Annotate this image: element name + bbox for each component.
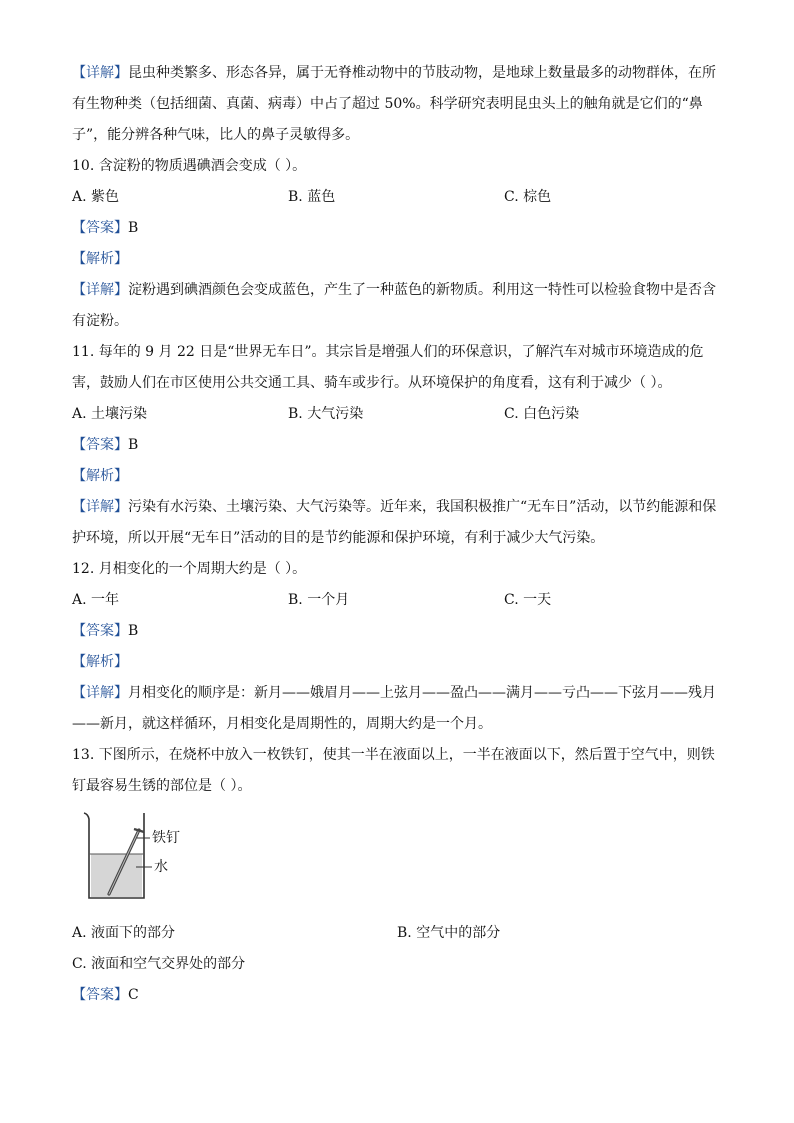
question-13-options-row-1 bbox=[72, 918, 722, 949]
question-10-analysis-tag: 【解析】 bbox=[72, 251, 128, 267]
question-12-answer bbox=[72, 616, 722, 647]
question-11-answer bbox=[72, 430, 722, 461]
question-12-stem: 12. 月相变化的一个周期大约是（ ）。 bbox=[72, 561, 307, 577]
question-12-detail bbox=[72, 678, 722, 740]
beaker-figure bbox=[82, 810, 722, 914]
option-a: A. 一年 bbox=[72, 592, 120, 608]
beaker-diagram bbox=[82, 810, 222, 910]
answer-value: B bbox=[128, 220, 139, 236]
answer-tag: 【答案】 bbox=[72, 220, 128, 236]
option-b: B. 蓝色 bbox=[288, 189, 336, 205]
answer-value: C bbox=[128, 987, 139, 1003]
detail-text: 污染有水污染、土壤污染、大气污染等。近年来，我国积极推广“无车日”活动，以节约能源和保护环境，所以开展“无车日”活动的目的是节约能源和保护环境，有利于减少大气污染。 bbox=[72, 499, 717, 546]
question-10-options bbox=[72, 182, 722, 213]
option-a: A. 土壤污染 bbox=[72, 406, 148, 422]
option-b: B. 大气污染 bbox=[288, 406, 364, 422]
nail-label: 铁钉 bbox=[152, 830, 180, 846]
detail-text: 昆虫种类繁多、形态各异，属于无脊椎动物中的节肢动物，是地球上数量最多的动物群体，在所有生物种类（包括细菌、真菌、病毒）中占了超过 50%。科学研究表明昆虫头上的触角就是它们的“鼻子”，能分辨各种气味，比人的鼻子灵敏得多。 bbox=[72, 65, 716, 143]
option-b: B. 一个月 bbox=[288, 592, 350, 608]
detail-tag: 【详解】 bbox=[72, 65, 128, 81]
question-13-stem: 13. 下图所示，在烧杯中放入一枚铁钉，使其一半在液面以上，一半在液面以下，然后置于空气中，则铁钉最容易生锈的部位是（ ）。 bbox=[72, 747, 715, 794]
nail-head bbox=[134, 829, 144, 832]
question-10-detail bbox=[72, 275, 722, 337]
option-a: A. 紫色 bbox=[72, 189, 120, 205]
answer-value: B bbox=[128, 437, 139, 453]
detail-tag: 【详解】 bbox=[72, 282, 128, 298]
option-c: C. 液面和空气交界处的部分 bbox=[72, 956, 246, 972]
question-11-stem: 11. 每年的 9 月 22 日是“世界无车日”。其宗旨是增强人们的环保意识，了解汽车对城市环境造成的危害，鼓励人们在市区使用公共交通工具、骑车或步行。从环境保护的角度看，这有利于减少（ ）。 bbox=[72, 344, 704, 391]
detail-text: 月相变化的顺序是：新月——娥眉月——上弦月——盈凸——满月——亏凸——下弦月——残月——新月，就这样循环，月相变化是周期性的，周期大约是一个月。 bbox=[72, 685, 716, 732]
question-13-answer bbox=[72, 980, 722, 1011]
option-c: C. 棕色 bbox=[504, 189, 552, 205]
question-11-analysis-tag: 【解析】 bbox=[72, 468, 128, 484]
answer-tag: 【答案】 bbox=[72, 987, 128, 1003]
question-11-detail bbox=[72, 492, 722, 554]
option-a: A. 液面下的部分 bbox=[72, 925, 176, 941]
detail-tag: 【详解】 bbox=[72, 685, 128, 701]
answer-tag: 【答案】 bbox=[72, 437, 128, 453]
detail-text: 淀粉遇到碘酒颜色会变成蓝色，产生了一种蓝色的新物质。利用这一特性可以检验食物中是否含有淀粉。 bbox=[72, 282, 716, 329]
option-c: C. 白色污染 bbox=[504, 406, 580, 422]
question-10-stem: 10. 含淀粉的物质遇碘酒会变成（ ）。 bbox=[72, 158, 307, 174]
answer-tag: 【答案】 bbox=[72, 623, 128, 639]
question-10-answer bbox=[72, 213, 722, 244]
document-page bbox=[72, 58, 722, 1011]
option-c: C. 一天 bbox=[504, 592, 552, 608]
answer-value: B bbox=[128, 623, 139, 639]
option-b: B. 空气中的部分 bbox=[397, 925, 501, 941]
question-11-options bbox=[72, 399, 722, 430]
detail-tag: 【详解】 bbox=[72, 499, 128, 515]
question-12-analysis-tag: 【解析】 bbox=[72, 654, 128, 670]
question-12-options bbox=[72, 585, 722, 616]
intro-detail bbox=[72, 58, 722, 151]
water-label: 水 bbox=[154, 859, 168, 875]
